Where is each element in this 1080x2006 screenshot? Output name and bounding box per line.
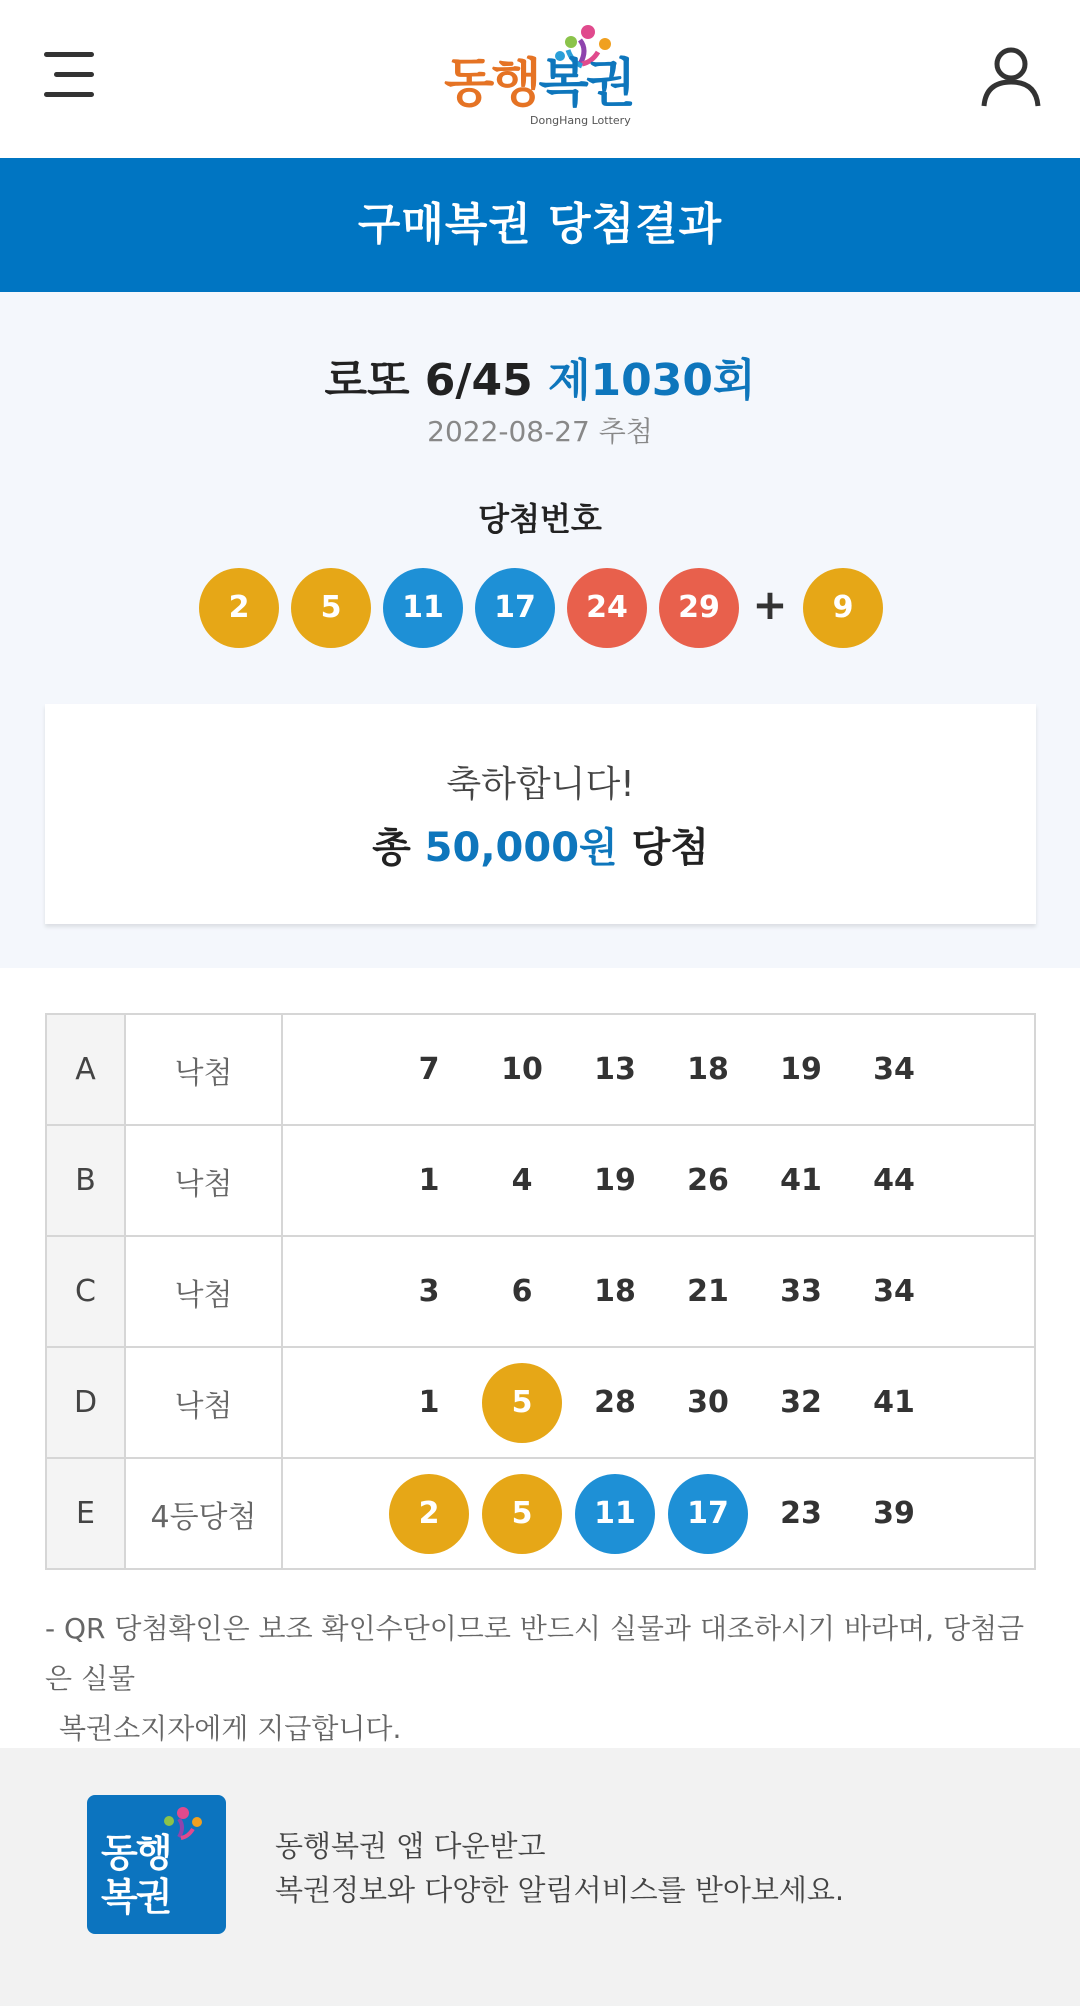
total-prefix: 총 bbox=[372, 825, 411, 871]
ticket-number: 41 bbox=[780, 1163, 822, 1198]
ticket-number: 34 bbox=[873, 1274, 915, 1309]
logo-text: 동행복권 bbox=[444, 54, 633, 114]
app-header bbox=[0, 0, 1080, 158]
total-prize bbox=[45, 816, 1036, 873]
ticket-label: E bbox=[46, 1458, 125, 1569]
ticket-status: 낙첨 bbox=[125, 1236, 282, 1347]
footer-line: 동행복권 앱 다운받고 bbox=[275, 1829, 546, 1863]
ticket-results-table bbox=[45, 1013, 1036, 1570]
ticket-row bbox=[46, 1347, 1035, 1458]
ticket-number: 33 bbox=[780, 1274, 822, 1309]
ticket-number: 23 bbox=[780, 1496, 822, 1531]
ticket-numbers bbox=[282, 1014, 1035, 1125]
total-suffix: 당첨 bbox=[631, 825, 709, 871]
hamburger-menu-icon[interactable] bbox=[40, 52, 98, 98]
matched-number: 5 bbox=[482, 1474, 562, 1554]
ticket-row bbox=[46, 1125, 1035, 1236]
ticket-label: C bbox=[46, 1236, 125, 1347]
winning-ball: 5 bbox=[291, 568, 371, 648]
draw-round bbox=[0, 344, 1080, 408]
app-download-banner[interactable] bbox=[0, 1748, 1080, 2006]
app-logo-text: 동행 bbox=[101, 1831, 171, 1875]
ticket-number: 6 bbox=[511, 1274, 533, 1309]
ticket-number: 3 bbox=[418, 1274, 440, 1309]
ticket-number: 28 bbox=[594, 1385, 636, 1420]
plus-sign: + bbox=[752, 580, 788, 629]
app-logo-text: 복권 bbox=[101, 1875, 171, 1919]
ticket-number: 18 bbox=[687, 1052, 729, 1087]
ticket-row bbox=[46, 1236, 1035, 1347]
logo-subtitle: DongHang Lottery bbox=[530, 114, 631, 127]
ticket-number: 21 bbox=[687, 1274, 729, 1309]
ticket-number: 10 bbox=[501, 1052, 543, 1087]
winning-numbers-label: 당첨번호 bbox=[478, 500, 602, 538]
ticket-number: 19 bbox=[594, 1163, 636, 1198]
ticket-number: 34 bbox=[873, 1052, 915, 1087]
ticket-status: 4등당첨 bbox=[125, 1458, 282, 1569]
winning-ball: 2 bbox=[199, 568, 279, 648]
ticket-status: 낙첨 bbox=[125, 1014, 282, 1125]
ticket-numbers bbox=[282, 1125, 1035, 1236]
ticket-number: 19 bbox=[780, 1052, 822, 1087]
ticket-label: D bbox=[46, 1347, 125, 1458]
ticket-label: B bbox=[46, 1125, 125, 1236]
ticket-number: 1 bbox=[418, 1385, 440, 1420]
ticket-number: 1 bbox=[418, 1163, 440, 1198]
game-name: 로또 6/45 bbox=[324, 355, 533, 406]
notice-text bbox=[45, 1604, 1035, 1754]
ticket-numbers bbox=[282, 1458, 1035, 1569]
ticket-number: 32 bbox=[780, 1385, 822, 1420]
ticket-number: 41 bbox=[873, 1385, 915, 1420]
prize-card bbox=[45, 704, 1036, 924]
congrats-text: 축하합니다! bbox=[446, 764, 635, 805]
ticket-numbers bbox=[282, 1347, 1035, 1458]
winning-ball: 29 bbox=[659, 568, 739, 648]
notice-line: 복권소지자에게 지급합니다. bbox=[59, 1712, 402, 1745]
matched-number: 2 bbox=[389, 1474, 469, 1554]
ticket-row bbox=[46, 1014, 1035, 1125]
ticket-number: 44 bbox=[873, 1163, 915, 1198]
ticket-number: 39 bbox=[873, 1496, 915, 1531]
matched-number: 11 bbox=[575, 1474, 655, 1554]
ticket-number: 30 bbox=[687, 1385, 729, 1420]
ticket-numbers bbox=[282, 1236, 1035, 1347]
footer-text bbox=[275, 1824, 844, 1912]
ticket-number: 18 bbox=[594, 1274, 636, 1309]
winning-ball: 11 bbox=[383, 568, 463, 648]
ticket-number: 4 bbox=[511, 1163, 533, 1198]
app-logo[interactable] bbox=[87, 1795, 226, 1934]
matched-number: 17 bbox=[668, 1474, 748, 1554]
round-number: 제1030회 bbox=[548, 355, 756, 406]
page-title-bar bbox=[0, 158, 1080, 292]
bonus-ball: 9 bbox=[803, 568, 883, 648]
user-icon[interactable] bbox=[978, 44, 1044, 110]
ticket-row bbox=[46, 1458, 1035, 1569]
winning-ball: 24 bbox=[567, 568, 647, 648]
footer-line: 복권정보와 다양한 알림서비스를 받아보세요. bbox=[275, 1873, 845, 1907]
matched-number: 5 bbox=[482, 1363, 562, 1443]
ticket-status: 낙첨 bbox=[125, 1125, 282, 1236]
ticket-number: 7 bbox=[418, 1052, 440, 1087]
ticket-number: 26 bbox=[687, 1163, 729, 1198]
prize-amount: 50,000원 bbox=[424, 825, 618, 871]
donghang-logo[interactable] bbox=[440, 22, 640, 132]
winning-ball: 17 bbox=[475, 568, 555, 648]
notice-line: - QR 당첨확인은 보조 확인수단이므로 반드시 실물과 대조하시기 바라며, 당첨금은 실물 bbox=[45, 1612, 1025, 1695]
winning-numbers bbox=[0, 568, 1080, 648]
draw-section bbox=[0, 292, 1080, 968]
ticket-number: 13 bbox=[594, 1052, 636, 1087]
ticket-label: A bbox=[46, 1014, 125, 1125]
draw-date: 2022-08-27 추첨 bbox=[427, 415, 653, 448]
ticket-status: 낙첨 bbox=[125, 1347, 282, 1458]
page-title: 구매복권 당첨결과 bbox=[357, 199, 723, 250]
